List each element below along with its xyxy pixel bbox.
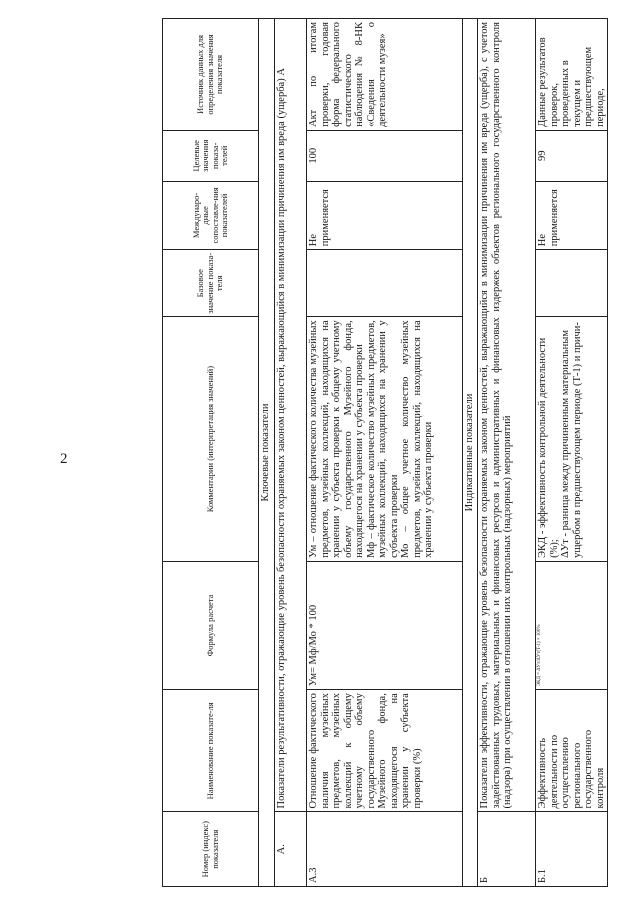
group-b-num: Б bbox=[478, 812, 536, 887]
row-b1-comment-ekd: ЭКД - эффективность контрольной деятельности (%); bbox=[537, 337, 560, 558]
section-key-row bbox=[259, 19, 275, 887]
row-a3-target: 100 bbox=[307, 130, 463, 181]
group-a-num: А. bbox=[275, 812, 307, 887]
row-b1-num: Б.1 bbox=[536, 812, 608, 887]
page-number: 2 bbox=[60, 451, 68, 467]
row-a3 bbox=[307, 19, 463, 887]
indicators-table bbox=[162, 18, 608, 887]
row-b1-name: Эффективность деятельности по осуществлению регионального государственного контроля bbox=[536, 690, 608, 812]
group-b-row bbox=[478, 19, 536, 887]
header-num: Номер (индекс) показателя bbox=[163, 812, 259, 887]
row-a3-name: Отношение фактического наличия музейных предметов, музейных коллекций к общему учетному объему государственного Музейного фонда, находящегося на хранении у субъекта проверки (%) bbox=[307, 690, 463, 812]
row-b1 bbox=[536, 19, 608, 887]
row-a3-intl: Не применяется bbox=[307, 181, 463, 250]
section-indicative-row bbox=[463, 19, 478, 887]
row-a3-comment bbox=[307, 317, 463, 562]
row-a3-source: Акт по итогам проверки, годовая форма федерального статистического наблюдения № 8-НК «Сведения о деятельности музея» bbox=[307, 19, 463, 131]
row-a3-base bbox=[307, 250, 463, 317]
header-name: Наименование показате-ля bbox=[163, 690, 259, 812]
section-indicative-title: Индикативные показатели bbox=[463, 19, 478, 887]
header-target: Целевые значения показа-телей bbox=[163, 130, 259, 181]
table-header-row bbox=[163, 19, 259, 887]
row-a3-formula: Ум= Мф/Мо * 100 bbox=[307, 561, 463, 689]
header-source: Источник данных для определения значения показателя bbox=[163, 19, 259, 131]
row-a3-num: А.3 bbox=[307, 812, 463, 887]
row-a3-comment-mo: Мо – общее учетное количество музейных предметов, музейных коллекций, находящихся на хранении у субъекта проверки bbox=[400, 320, 434, 558]
section-key-title: Ключевые показатели bbox=[259, 19, 275, 887]
row-b1-source: Данные результатов проверок, проведенных в текущем и предшествующем периоде, bbox=[536, 19, 608, 131]
header-base: Базовое значение показа-теля bbox=[163, 250, 259, 317]
header-comment: Комментарии (интерпретация значений) bbox=[163, 317, 259, 562]
group-a-row bbox=[275, 19, 307, 887]
row-a3-comment-mf: Мф – фактическое количество музейных предметов, музейных коллекций, находящихся на хранении у субъекта проверки bbox=[365, 320, 400, 558]
row-a3-comment-um: Ум – отношение фактического количества музейных предметов, музейных коллекций, находящихся на хранении у субъекта проверки к общему учетному объему государственного Музейного фонда, находящегося на хранении у субъекта проверки bbox=[308, 320, 365, 558]
row-b1-target: 99 bbox=[536, 130, 608, 181]
header-formula: Формула расчета bbox=[163, 561, 259, 689]
row-b1-intl: Не применяется bbox=[536, 181, 608, 250]
rotated-table-container bbox=[162, 18, 606, 887]
row-b1-comment bbox=[536, 317, 608, 562]
row-b1-comment-dut: ΔУт - разница между причиненным материальным ущербом в предшествующем периоде (Т-1) и причи- bbox=[560, 322, 583, 558]
row-b1-base bbox=[536, 250, 608, 317]
row-b1-formula: ЭКД = ΔУт/ΔУт(T-1) × 100% bbox=[536, 561, 608, 689]
header-intl: Междунаро-дные сопоставле-ния показателей bbox=[163, 181, 259, 250]
group-a-text: Показатели результативности, отражающие уровень безопасности охраняемых законом ценностей, выражающийся в минимизации причинения им вреда (ущерба) А bbox=[275, 19, 307, 812]
group-b-text: Показатели эффективности, отражающие уровень безопасности охраняемых законом ценностей, выражающийся в минимизации причинения им вреда (ущерба), с учетом задействованных трудовых, материальных и финансовых ресурсов и административных и финансовых издержек объектов регионального государственного контроля (надзора) при осуществлении в отношении них контрольных (надзорных) мероприятий bbox=[478, 19, 536, 812]
